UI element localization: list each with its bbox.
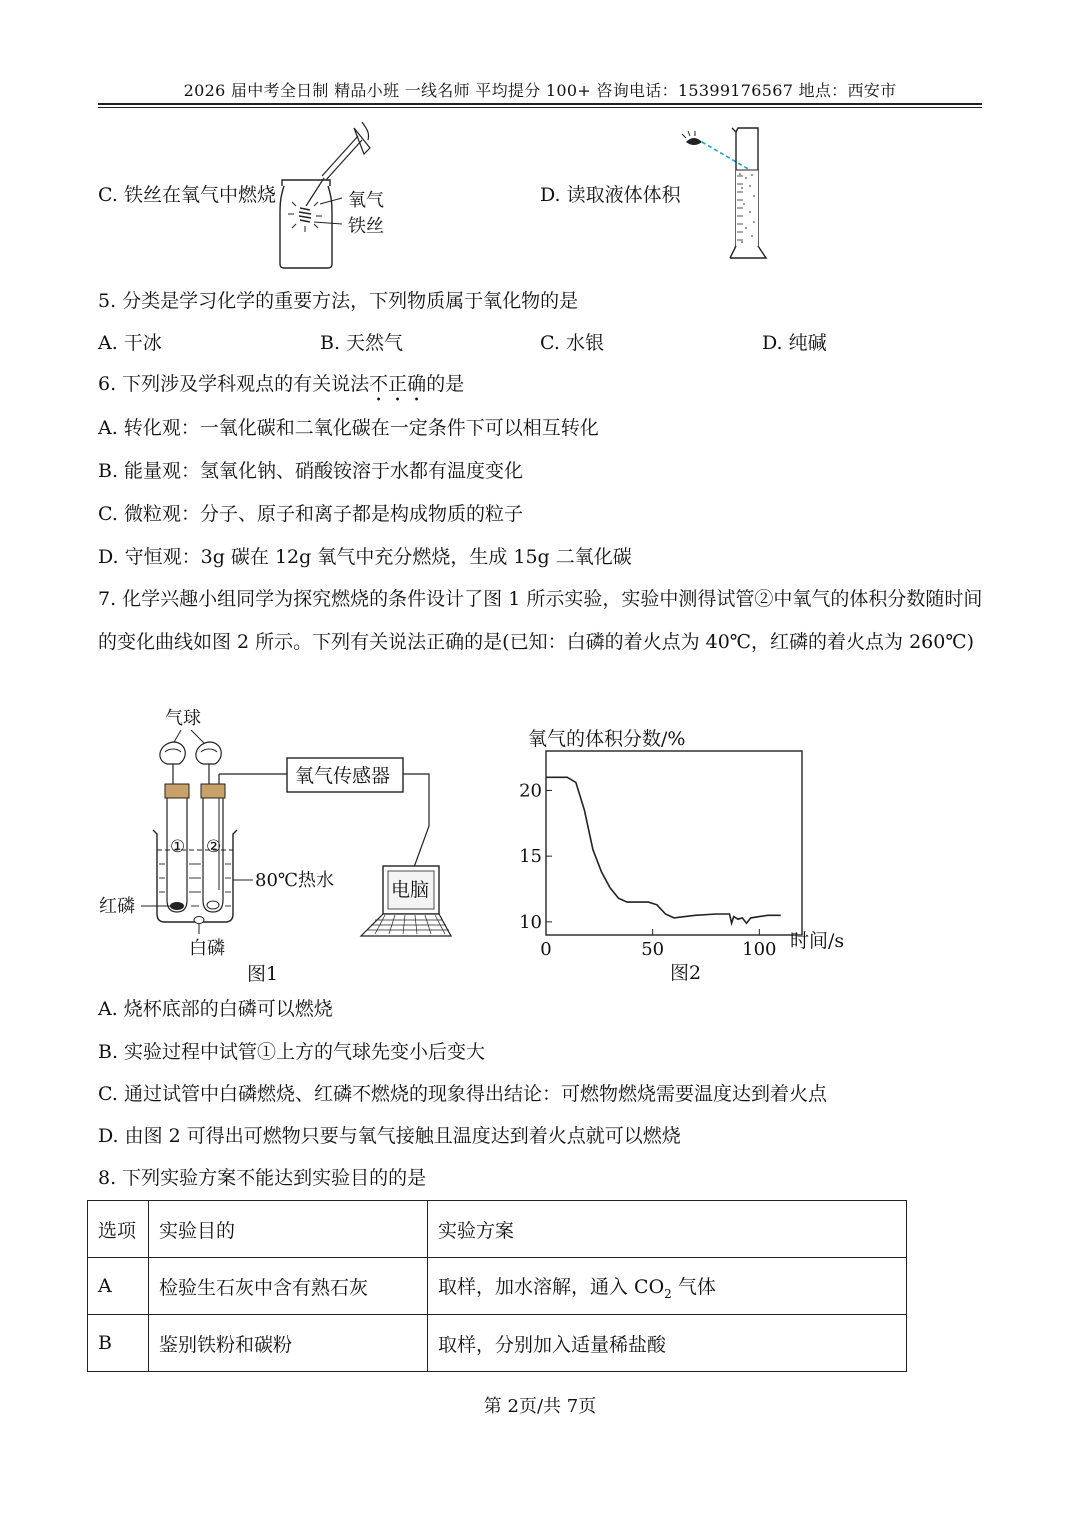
table-cell-option: A bbox=[88, 1258, 149, 1315]
q8-stem: 8. 下列实验方案不能达到实验目的的是 bbox=[98, 1167, 427, 1189]
q6-stem bbox=[98, 372, 464, 406]
label-white-phosphorus: 白磷 bbox=[189, 938, 225, 959]
figure2-caption: 图2 bbox=[670, 962, 702, 984]
q5-option-a: A. 干冰 bbox=[98, 332, 162, 354]
chart-y-label: 氧气的体积分数/% bbox=[528, 728, 686, 750]
q7-option-c: C. 通过试管中白磷燃烧、红磷不燃烧的现象得出结论：可燃物燃烧需要温度达到着火点 bbox=[98, 1083, 827, 1105]
header-rule-thin bbox=[98, 107, 982, 108]
q6-stem-post: 的是 bbox=[426, 373, 465, 395]
tube-2-label: ② bbox=[206, 837, 222, 857]
table-header-cell: 实验方案 bbox=[428, 1201, 907, 1258]
plan-subscript: 2 bbox=[664, 1286, 672, 1301]
q5-stem: 5. 分类是学习化学的重要方法，下列物质属于氧化物的是 bbox=[98, 290, 579, 312]
plan-text: 取样，加水溶解，通入 CO bbox=[438, 1275, 665, 1298]
plan-text: 取样，分别加入适量稀盐酸 bbox=[438, 1333, 667, 1356]
x-tick-label: 0 bbox=[540, 939, 552, 960]
table-cell-goal: 检验生石灰中含有熟石灰 bbox=[149, 1258, 428, 1315]
tube-1-label: ① bbox=[170, 837, 186, 857]
iron-wire-jar-figure bbox=[270, 118, 400, 273]
page-footer: 第 2页/共 7页 bbox=[483, 1396, 597, 1417]
label-oxygen-sensor: 氧气传感器 bbox=[295, 765, 391, 787]
q6-option-b: B. 能量观：氢氧化钠、硝酸铵溶于水都有温度变化 bbox=[98, 460, 524, 482]
page-header: 2026 届中考全日制 精品小班 一线名师 平均提分 100+ 咨询电话：15399176567 地点：西安市 bbox=[183, 81, 897, 100]
x-tick-label: 50 bbox=[641, 939, 665, 960]
chart-x-label: 时间/s bbox=[790, 930, 845, 952]
q8-table bbox=[87, 1200, 907, 1372]
computer-icon bbox=[361, 866, 451, 936]
q7-stem-line1: 7. 化学兴趣小组同学为探究燃烧的条件设计了图 1 所示实验，实验中测得试管②中氧气的体积分数随时间 bbox=[98, 588, 983, 610]
q7-option-d: D. 由图 2 可得出可燃物只要与氧气接触且温度达到着火点就可以燃烧 bbox=[98, 1125, 681, 1147]
q4-option-d: D. 读取液体体积 bbox=[540, 184, 681, 206]
table-cell-goal: 鉴别铁粉和碳粉 bbox=[149, 1315, 428, 1372]
table-header-cell: 实验目的 bbox=[149, 1201, 428, 1258]
chart-frame bbox=[546, 751, 802, 935]
table-cell-option: B bbox=[88, 1315, 149, 1372]
label-iron-wire: 铁丝 bbox=[348, 216, 384, 237]
q6-option-c: C. 微粒观：分子、原子和离子都是构成物质的粒子 bbox=[98, 503, 523, 525]
y-tick-label: 15 bbox=[519, 846, 542, 868]
x-tick-label: 100 bbox=[742, 939, 777, 960]
label-oxygen: 氧气 bbox=[348, 190, 384, 211]
label-hot-water: 80℃热水 bbox=[255, 870, 335, 891]
chart-series-line bbox=[546, 777, 781, 923]
q5-option-c: C. 水银 bbox=[540, 332, 604, 354]
label-red-phosphorus: 红磷 bbox=[99, 896, 135, 917]
balloon-2-icon bbox=[196, 742, 221, 764]
figure1-apparatus bbox=[95, 700, 455, 990]
label-balloon: 气球 bbox=[165, 708, 201, 729]
table-row bbox=[88, 1258, 907, 1315]
q7-stem-line2: 的变化曲线如图 2 所示。下列有关说法正确的是(已知：白磷的着火点为 40℃，红磷的着火点为 260℃) bbox=[98, 631, 975, 653]
table-header-row bbox=[88, 1201, 907, 1258]
white-phosphorus-beaker bbox=[194, 917, 204, 924]
q6-option-d: D. 守恒观：3g 碳在 12g 氧气中充分燃烧，生成 15g 二氧化碳 bbox=[98, 546, 632, 568]
white-phosphorus-tube bbox=[207, 901, 219, 909]
label-computer: 电脑 bbox=[391, 879, 430, 901]
table-header-cell: 选项 bbox=[88, 1201, 149, 1258]
graduated-cylinder-figure bbox=[680, 118, 780, 266]
table-cell-plan bbox=[428, 1258, 907, 1315]
figure1-caption: 图1 bbox=[247, 963, 279, 985]
figure2-chart bbox=[500, 715, 860, 990]
plan-text-post: 气体 bbox=[671, 1275, 716, 1298]
q5-option-b: B. 天然气 bbox=[320, 332, 404, 354]
q5-option-d: D. 纯碱 bbox=[762, 332, 827, 354]
q6-stem-pre: 6. 下列涉及学科观点的有关说法 bbox=[98, 373, 370, 395]
table-row bbox=[88, 1315, 907, 1372]
q4-option-c: C. 铁丝在氧气中燃烧 bbox=[98, 184, 276, 206]
q6-option-a: A. 转化观：一氧化碳和二氧化碳在一定条件下可以相互转化 bbox=[98, 417, 599, 439]
q7-option-b: B. 实验过程中试管①上方的气球先变小后变大 bbox=[98, 1041, 486, 1063]
burning-coil-icon bbox=[288, 202, 322, 232]
red-phosphorus bbox=[170, 902, 184, 910]
y-tick-label: 20 bbox=[519, 780, 542, 802]
q7-option-a: A. 烧杯底部的白磷可以燃烧 bbox=[98, 998, 333, 1020]
header-rule bbox=[98, 103, 982, 105]
eye-icon bbox=[682, 131, 702, 145]
table-cell-plan bbox=[428, 1315, 907, 1372]
y-tick-label: 10 bbox=[519, 911, 542, 933]
q6-stem-emphasis: 不正确 bbox=[369, 373, 427, 395]
balloon-1-icon bbox=[160, 742, 185, 764]
